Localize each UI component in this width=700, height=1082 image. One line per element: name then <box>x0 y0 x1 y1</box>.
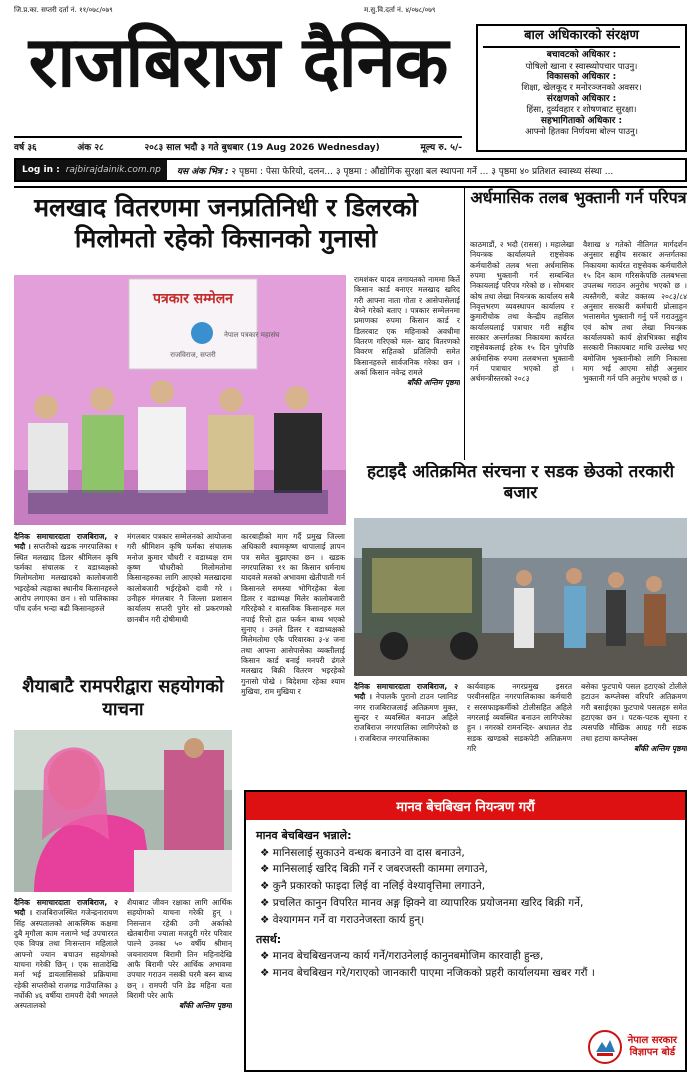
story4-col1 <box>14 898 118 1074</box>
press-conference-photo <box>14 275 346 525</box>
story4-continued: बाँकी अन्तिम पृष्ठमा <box>179 1001 232 1011</box>
anti-trafficking-ad <box>244 790 687 1072</box>
ad-item-text: मानव बेचबिखन गरे/गराएको जानकारी पाएमा नजिकको प्रहरी कार्यालयमा खबर गरौं । <box>272 966 595 979</box>
registration-left: जि.प्र.का. सप्तरी दर्ता नं. ११/०७८/०७९ <box>14 6 113 14</box>
encroachment-removal-photo <box>354 518 687 676</box>
rights-title: बाल अधिकारको संरक्षण <box>483 28 680 48</box>
story1-dateline: दैनिक समाचारदाता राजबिराज, २ भदौ । <box>14 532 118 552</box>
ad-item-text: मानिसलाई खरिद बिक्री गर्ने र जबरजस्ती काममा लगाउने, <box>272 863 488 876</box>
ad-item: ❖ मानव बेचबिखनजन्य कार्य गर्ने/गराउनेलाई कानुनबमोजिम कारवाही हुन्छ, <box>260 950 544 963</box>
ad-item-text: मानिसलाई सुकाउने वन्धक बनाउने वा दास बनाउने, <box>272 846 465 859</box>
story3-col1-text: नेपालकै पुरानो टाउन प्लानिङ नगर राजबिराजलाई अतिक्रमण मुक्त, सुन्दर र व्यवस्थित बनाउन अहिले राजबिराज नगरपालिका लागिपरेको छ । राजबिराज नगरपालिकाका <box>354 692 458 743</box>
story3-col2-text: कार्यवाहक नगरप्रमुख इसरत परवीनसहित नगरपालिकाका कर्मचारी र सरसफाइकर्मीको टोलीसहित अहिले नगरलाई व्यवस्थित बनाउन लागिपरेका हुन । नगरको रामनन्दिर- अधालत रोड सडक खण्डको सडकपेटी अतिक्रमण गरि <box>467 682 572 754</box>
login-label: Log in : <box>22 165 60 175</box>
newspaper-title: राजबिराज दैनिक <box>28 20 448 103</box>
ad-tasartha: तसर्थ: <box>256 932 282 946</box>
story4-dateline: दैनिक समाचारदाता राजबिराज, २ भदौ । <box>14 898 118 918</box>
story3-col2 <box>467 682 572 782</box>
ad-item: ❖ कुनै प्रकारको फाइदा लिई वा नलिई वेश्यावृत्तिमा लगाउने, <box>260 880 486 893</box>
story3-col3 <box>581 682 687 782</box>
story1-col2 <box>127 532 232 672</box>
masthead <box>14 13 462 138</box>
banner-org: नेपाल पत्रकार महासंघ <box>224 331 280 339</box>
story3-col3-text: बसेका फुटपाथे पसल हटाएको टोलीले हटाउन कम्प्लेक्स वरिपरि अतिक्रमण गरी बसाईएका फुटपाथे पसलहरु समेत हटाएका छन । पटक-पटक सूचना र त्यसपछि मौखिक आग्रह गरी सडक तथा हटाया कम्प्लेक्स <box>581 682 687 743</box>
ad-lead: मानव बेचबिखन भन्नाले: <box>256 829 352 842</box>
story2-col1-text: काठमाडौं, २ भदौ (रासस) । महालेखा नियन्त्रक कार्यालयले राष्ट्रसेवक कर्मचारीको तलब भत्ता अर्धमासिक रुपमा भुक्तानी गर्न सम्बन्धित निकायलाई परिपत्र गरेको छ । सोमबार कोष तथा लेखा नियन्त्रक कार्यालय सबै निवृत्तभरण व्यवस्थापन कार्यालय र कुमारीचोक तथा केन्द्रीय तहसिल कार्यालयलाई पत्राचार गरी सङ्घीय सरकार अन्तर्गतका निकायमा कार्यरत राष्ट्रसेवकलाई हरेक १५ दिन पुगेपछि अर्धमासिक रुपमा तलबभत्ता भुक्तानी गर्न पत्राचार भएको हो । अर्थमन्त्रीस्तरको २०८३ <box>470 240 574 384</box>
ad-header: मानव बेचबिखन नियन्त्रण गरौं <box>246 792 685 820</box>
story1-col1 <box>14 532 118 672</box>
inside-label: यस अंक भित्र : <box>176 166 229 177</box>
story1-headline: मलखाद वितरणमा जनप्रतिनिधी र डिलरको मिलोमतो रहेको किसानको गुनासो <box>34 193 418 254</box>
inside-index <box>167 164 613 177</box>
ad-board-logo <box>588 1030 677 1064</box>
logo-line2: विज्ञापन बोर्ड <box>629 1047 676 1058</box>
rights-head: संरक्षणको अधिकार : <box>546 94 617 104</box>
banner-text: पत्रकार सम्मेलन <box>153 291 233 307</box>
ad-item: ❖ वेश्यागमन गर्ने वा गराउनेजस्ता कार्य हुन्। <box>260 913 425 926</box>
volume: वर्ष ३६ <box>14 143 37 153</box>
story4-col2 <box>127 898 232 1074</box>
government-emblem-icon <box>588 1030 622 1064</box>
story3-col1 <box>354 682 458 782</box>
story1-col1-text: सप्तरीको खडक नगरपालिका १ स्थित मलखाद डिलर श्रीमिलन कृषि फर्मका संचालक र वडाध्यक्षको मिलोमतोमा मलखादको कालोबजारी भइरहेको त्यहाका स्थानीय किसानहरुले आरोप लगाएका छन । सो पालिकाका पाँच दर्जन भन्दा बढी किसानहरुले <box>14 542 118 614</box>
story1-col2-text: मंगलबार पत्रकार सम्मेलनको आयोजना गरी श्रीमिशन कृषि फर्मका संचालक मनोज कुमार चौधरी र वडाध्यक्ष राम कृष्ण चौधरीको मिलोमतोमा किसानहरुका लागि आएको मलखादमा कालोबजारी भईरहेको दावी गरे । उनीहरु मंगलबार नै जिल्ला प्रशासन कार्यालय सप्तरी पुगेर सो प्रकरणको छानबीन गरी दोषीमाथी <box>127 532 232 624</box>
story1-col3 <box>241 532 345 787</box>
patient-photo <box>14 730 232 892</box>
rights-text: पोषिलो खाना र स्वास्थ्योपचार पाउनु। <box>525 61 638 72</box>
ad-item-text: प्रचलित कानुन विपरित मानव अङ्ग झिक्ने वा व्यापारिक प्रयोजनमा खरिद बिक्री गर्ने, <box>272 896 584 909</box>
story2-col2 <box>583 240 687 458</box>
ad-item-text: मानव बेचबिखनजन्य कार्य गर्ने/गराउनेलाई कानुनबमोजिम कारवाही हुन्छ, <box>272 950 544 963</box>
rights-text: हिंसा, दुर्व्यवहार र शोषणबाट सुरक्षा। <box>526 105 637 116</box>
story1-continued: बाँकी अन्तिम पृष्ठमा <box>407 378 460 388</box>
ad-item-text: वेश्यागमन गर्ने वा गराउनेजस्ता कार्य हुन्। <box>272 913 425 926</box>
story3-headline: हटाइदै अतिक्रमित संरचना र सडक छेउको तरकारी बजार <box>366 462 675 504</box>
ad-item-text: कुनै प्रकारको फाइदा लिई वा नलिई वेश्यावृत्तिमा लगाउने, <box>272 880 486 893</box>
ad-body <box>246 820 685 987</box>
story4-col1-text: राजबिराजस्थित गजेन्द्रनारायण सिंह अस्पतालको आकस्मिक कक्षमा दुबै मृगौला काम नलाग्ने भई उपचाररत एक विपन्न तथा निःसन्तान महिलाले आफ्नो ज्यान बचाउन सहयोगको याचना गरेकी छिन् । एक सातादेखि मर्ना भई डायलासिसको प्रक्रियामा रहेकी सप्तरीको राजगढ गाउँपालिका ३ नर्घोकी ४६ वर्षीया रामपरी देवी भगतले अस्पतालको <box>14 908 118 1011</box>
ad-item: ❖ मानव बेचबिखन गरे/गराएको जानकारी पाएमा नजिकको प्रहरी कार्यालयमा खबर गरौं । <box>260 966 595 979</box>
rights-text: शिक्षा, खेलकूद र मनोरञ्जनको अवसर। <box>521 83 642 94</box>
rights-head: विकासको अधिकार : <box>546 72 617 83</box>
ad-item: ❖ प्रचलित कानुन विपरित मानव अङ्ग झिक्ने वा व्यापारिक प्रयोजनमा खरिद बिक्री गर्ने, <box>260 896 584 909</box>
story1-col4-text: रामशंकर यादव लगायतको नाममा किर्ते किसान कार्ड बनाएर मलखाद खरिद गरी आफ्ना नाता गोता र आसेपासेलाई बेच्ने गरेको बताए । पत्रकार सम्मेलनमा प्रमाणका रुपमा किसान कार्ड र डिलरबाट एक महिनाको अवधीमा वितरण गरिएको मल- खाद वितरणको विवरण सहितको प्रतिलिपी समेत किसानहरुले सार्वजनिक गरेका छन । अर्का किसान नवेन्द्र रामले <box>354 275 460 378</box>
issue-meta <box>14 140 462 153</box>
nav-strip <box>14 158 687 182</box>
story3-continued: बाँकी अन्तिम पृष्ठमा <box>634 744 687 754</box>
child-rights-box <box>476 24 687 152</box>
section-divider <box>14 186 687 188</box>
story1-col3-text: कारबाहीको माग गर्दै प्रमुख जिल्ला अधिकारी श्यामकृष्ण थापालाई ज्ञापन पत्र समेत बुझाएका छन । खडक नगरपालिका ११ का किसान धर्मनाथ यादवले मलको अभावमा खेतीपाती गर्न किसानले समस्या भोगिरहेका बेला डिलर र वडाध्यक्ष मिलेर कालोबजारी गरिरहेको र वास्तविक किसानहरु मल नपाई रित्तो हात फर्कन बाध्य भएको सुनाए । उनले डिलर र वडाध्यक्षको मिलेमतोमा एकै परिवारका ३-४ जना तथा आफ्ना आसेपासेका व्यक्तीलाई किसान कार्ड बनाई मनपरी ढंगले मलखाद बिक्री वितरण भइरहेको गुनासो पोखे । बिदेशमा रहेका श्याम मुखिया, राम मुखिया र <box>241 532 345 697</box>
rights-text: आफ्नो हितका निर्णयमा बोल्न पाउनु। <box>525 127 638 138</box>
inside-text: २ पृष्ठमा : पेसा फेरियो, दलन... ३ पृष्ठमा : औद्योगिक सुरक्षा बल स्थापना गर्ने ... ३ पृष्ठमा ४० प्रतिशत स्वास्थ्य संस्था ... <box>231 166 614 177</box>
story2-col1 <box>470 240 574 458</box>
banner-place: राजविराज, सप्तरी <box>170 351 216 359</box>
price: मूल्य रु. ५/- <box>420 143 462 153</box>
story4-col2-text: शैयाबाट जीवन रक्षाका लागि आर्थिक सहयोगको याचना गरेकी हुन् । निसन्तान रहेकी उनी अर्काको खेतबारीमा ज्याला मजदुरी गरेर परिवार पाल्ने उनका ५० वर्षीय श्रीमान् जयनारायण बिरामी तिन महिनादेखि आफै बिरामी परेर आर्थिक अभावमा उपचार गराउन नसकी घरमै बस्न बाध्य छन् । रामपरी पनि डेढ महिना यता बिरामी परेर आफै <box>127 898 232 1001</box>
rights-head: सहभागिताको अधिकार : <box>540 115 623 126</box>
login-box[interactable] <box>16 160 167 180</box>
story4-headline: शैयाबाटै रामपरीद्वारा सहयोगको याचना <box>22 676 224 720</box>
ad-item: ❖ मानिसलाई खरिद बिक्री गर्ने र जबरजस्ती काममा लगाउने, <box>260 863 488 876</box>
website-link[interactable]: rajbirajdainik.com.np <box>65 165 161 175</box>
column-divider <box>464 188 465 460</box>
issue-number: अंक २८ <box>77 143 104 153</box>
logo-line1: नेपाल सरकार <box>627 1035 677 1046</box>
ad-item: ❖ मानिसलाई सुकाउने वन्धक बनाउने वा दास बनाउने, <box>260 846 465 859</box>
story2-col2-text: वैशाख ४ गतेको नीतिगत मार्गदर्शन अनुसार सङ्घीय सरकार अन्तर्गतका निकायमा कार्यरत राष्ट्रसेवक कर्मचारीले १५ दिन काम गरिसकेपछि तलबभत्ता उपलब्ध गराउन अनुरोध भएको छ । त्यस्तैगरी, बजेट वक्तव्य २०८३/८४ अनुसार सरकारी कर्मचारी प्रोत्साहन भत्तासमेत भुक्तानी गर्नु पर्ने गराउनुहुन एवं कोष तथा लेखा नियन्त्रक कार्यालयको कार्य क्षेत्रभित्रका सङ्घीय सरकारी निकायबाट माथि उल्लेख भए बमोजिम भुक्तानीको लागि निकासा माग भई आएमा सोही अनुसार भुक्तानी गर्न पनि अनुरोध भएको छ । <box>583 240 687 384</box>
story3-dateline: दैनिक समाचारदाता राजबिराज, २ भदौ । <box>354 682 458 702</box>
rights-head: बचावटको अधिकार : <box>546 50 617 61</box>
story2-headline: अर्धमासिक तलब भुक्तानी गर्न परिपत्र <box>470 188 687 207</box>
registration-right: म.सु.वि.दर्ता नं. ४/०७८/०७९ <box>364 6 436 14</box>
issue-date: २०८३ साल भदौ ३ गते बुधबार (19 Aug 2026 Wednesday) <box>144 143 380 153</box>
